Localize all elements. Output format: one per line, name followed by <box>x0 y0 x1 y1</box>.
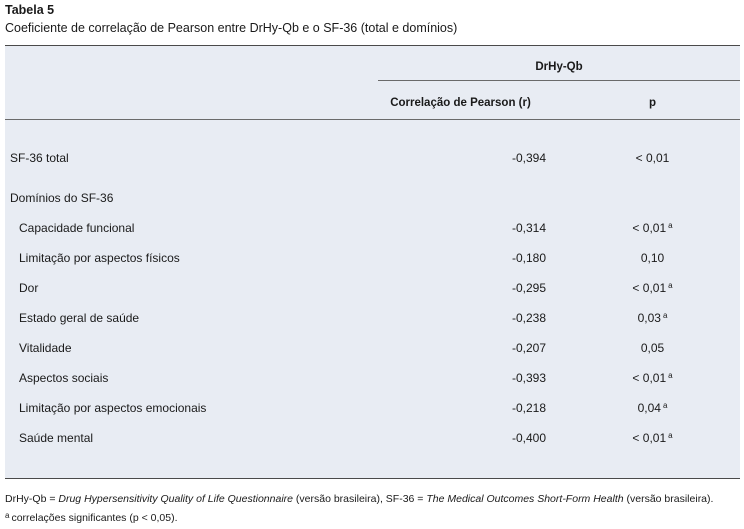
significance-marker: a <box>668 371 673 380</box>
row-r-value: -0,393 <box>511 371 546 385</box>
row-p-value: 0,03 $^a$ <box>637 311 668 325</box>
significance-marker: a <box>668 221 673 230</box>
row-r-value: -0,400 <box>511 431 546 445</box>
row-r-value: -0,394 <box>511 151 546 165</box>
row-label: Saúde mental <box>19 431 94 445</box>
row-label: Aspectos sociais <box>19 371 109 385</box>
table-row <box>5 401 740 417</box>
table-row <box>5 251 740 267</box>
footnote-significance: $^a$ correlações significantes (p < 0,05). <box>5 511 178 524</box>
row-label: Limitação por aspectos físicos <box>19 251 180 265</box>
row-label: Vitalidade <box>19 341 72 355</box>
row-p-value: < 0,01 $^a$ <box>632 281 673 295</box>
table-row <box>5 311 740 327</box>
group-header-rule <box>378 80 740 81</box>
table-row <box>5 341 740 357</box>
row-p-value: < 0,01 <box>635 151 670 165</box>
group-header-drhy-qb: DrHy-Qb <box>535 61 583 73</box>
row-p-value: 0,04 $^a$ <box>637 401 668 415</box>
row-label: Capacidade funcional <box>19 221 135 235</box>
row-r-value: -0,218 <box>511 401 546 415</box>
row-label: SF-36 total <box>10 151 69 165</box>
footnote-abbreviations: DrHy-Qb = Drug Hypersensitivity Quality of Life Questionnaire (versão brasileira), SF-36 = The Medical Outcomes Short-Form Health (versão brasileira). <box>5 493 714 505</box>
row-r-value: -0,207 <box>511 341 546 355</box>
row-label: Limitação por aspectos emocionais <box>19 401 207 415</box>
row-label: Estado geral de saúde <box>19 311 140 325</box>
significance-marker: a <box>668 431 673 440</box>
row-p-value: < 0,01 $^a$ <box>632 431 673 445</box>
row-label: Dor <box>19 281 39 295</box>
row-r-value: -0,295 <box>511 281 546 295</box>
row-p-value: 0,05 <box>640 341 665 355</box>
table-row <box>5 281 740 297</box>
table-title: Tabela 5 <box>5 3 55 17</box>
significance-marker: a <box>662 401 668 410</box>
header-rule <box>5 119 740 120</box>
row-r-value: -0,314 <box>511 221 546 235</box>
row-p-value: 0,10 <box>640 251 665 265</box>
table-row <box>5 371 740 387</box>
row-label: Domínios do SF-36 <box>10 191 114 205</box>
correlation-table <box>5 45 740 479</box>
table-subtitle: Coeficiente de correlação de Pearson entre DrHy-Qb e o SF-36 (total e domínios) <box>5 21 458 35</box>
table-row <box>5 221 740 237</box>
table-row-sf36-total <box>5 151 740 167</box>
significance-marker: a <box>662 311 668 320</box>
row-p-value: < 0,01 $^a$ <box>632 371 673 385</box>
column-header-pearson-r: Correlação de Pearson (r) <box>390 97 531 109</box>
row-r-value: -0,238 <box>511 311 546 325</box>
column-header-p: p <box>648 97 657 109</box>
row-r-value: -0,180 <box>511 251 546 265</box>
table-row <box>5 431 740 447</box>
significance-marker: a <box>668 281 673 290</box>
row-p-value: < 0,01 $^a$ <box>632 221 673 235</box>
table-row-domains-heading <box>5 191 740 207</box>
